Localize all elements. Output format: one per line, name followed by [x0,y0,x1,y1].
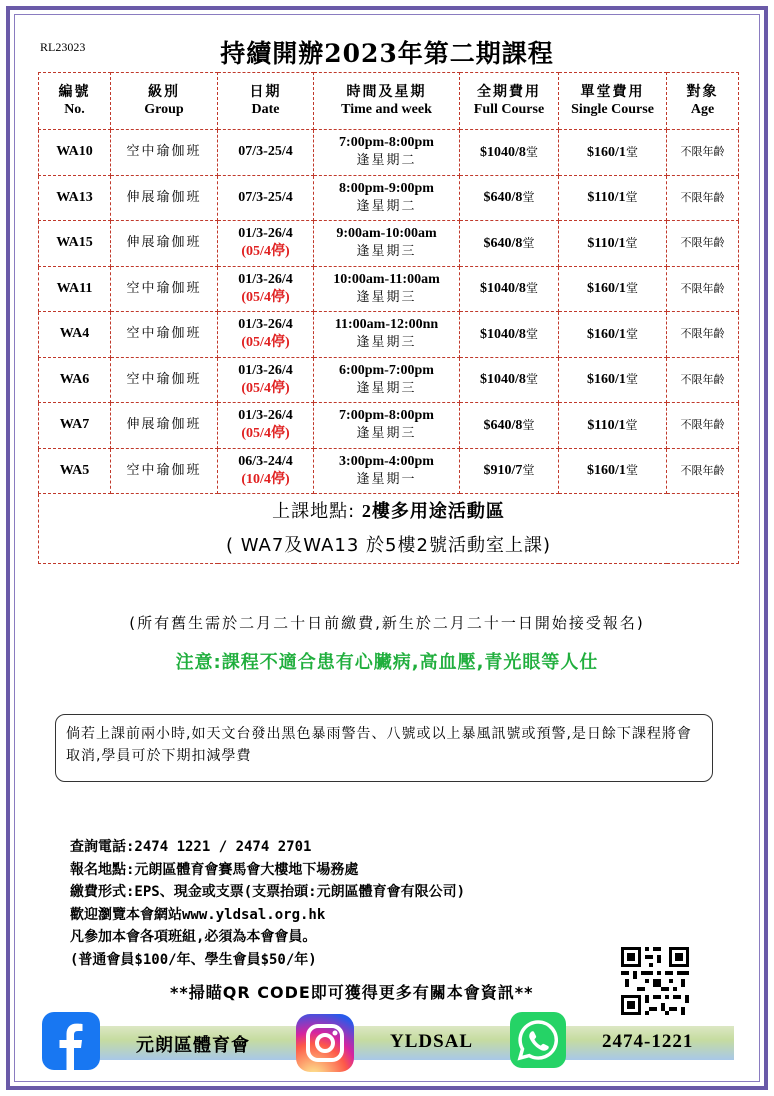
course-time: 3:00pm-4:00pm [339,453,434,469]
column-header-zh: 日期 [249,84,282,100]
table-row [39,266,739,312]
table-row [39,357,739,403]
single-course-fee: $110/1 [587,417,626,433]
course-weekday: 逢星期三 [356,335,417,351]
full-course-fee-cell [460,403,559,449]
table-row [39,448,739,494]
full-course-fee-unit: 堂 [525,326,538,341]
column-header [111,73,218,130]
course-date-cell [218,357,314,403]
single-course-fee-unit: 堂 [625,190,638,205]
course-time: 8:00pm-9:00pm [339,180,434,196]
course-date: 01/3-26/4 [238,317,293,333]
full-course-fee-cell [460,175,559,221]
course-number-cell: WA6 [39,357,111,403]
course-age-cell: 不限年齡 [667,130,739,176]
single-course-fee: $110/1 [587,235,626,251]
column-header [39,73,111,130]
course-time-cell [314,266,460,312]
column-header-zh: 級別 [148,84,180,100]
full-course-fee-unit: 堂 [522,190,535,205]
single-course-fee: $110/1 [587,190,626,206]
full-course-fee: $910/7 [483,463,523,479]
course-group-cell: 伸展瑜伽班 [111,221,218,267]
table-header-row [39,73,739,130]
course-date: 01/3-26/4 [238,362,293,378]
single-course-fee-unit: 堂 [625,144,638,159]
full-course-fee-unit: 堂 [525,144,538,159]
single-course-fee-cell [559,312,667,358]
course-time-cell [314,312,460,358]
full-course-fee-cell [460,312,559,358]
course-weekday: 逢星期二 [356,198,417,214]
course-number-cell: WA10 [39,130,111,176]
course-time-cell [314,357,460,403]
venue-main: 2樓多用途活動區 [361,501,505,521]
course-date: 01/3-26/4 [238,271,293,287]
course-date-cell [218,175,314,221]
venue-prefix: 上課地點: [272,501,362,522]
course-weekday: 逢星期三 [356,426,417,442]
column-header-en: Group [144,102,184,117]
column-header-en: Full Course [473,102,545,117]
course-time-cell [314,130,460,176]
full-course-fee-cell [460,266,559,312]
footer-org-name: 元朗區體育會 [136,1035,250,1056]
course-age-cell: 不限年齡 [667,266,739,312]
full-course-fee: $1040/8 [480,372,526,388]
course-weekday: 逢星期二 [356,153,417,169]
column-header-en: Age [690,102,715,117]
full-course-fee: $1040/8 [480,144,526,160]
course-group-cell: 空中瑜伽班 [111,357,218,403]
course-date-cell [218,448,314,494]
single-course-fee-cell [559,175,667,221]
course-weekday: 逢星期三 [356,244,417,260]
course-stop-date: (05/4停) [241,244,290,260]
course-number-cell: WA7 [39,403,111,449]
course-date: 07/3-25/4 [238,189,293,205]
course-age-cell: 不限年齡 [667,403,739,449]
course-stop-date: (05/4停) [241,380,290,396]
course-age-cell: 不限年齡 [667,221,739,267]
column-header [460,73,559,130]
column-header-zh: 對象 [686,84,719,100]
single-course-fee-unit: 堂 [625,281,638,296]
course-number-cell: WA5 [39,448,111,494]
column-header [667,73,739,130]
course-date-cell [218,312,314,358]
column-header-en: Time and week [341,102,432,117]
venue-cell [39,494,739,564]
course-time-cell [314,175,460,221]
course-time-cell [314,403,460,449]
instagram-icon[interactable] [296,1014,354,1072]
course-age-cell: 不限年齡 [667,357,739,403]
single-course-fee-cell [559,266,667,312]
full-course-fee-unit: 堂 [522,417,535,432]
single-course-fee: $160/1 [587,372,626,388]
info-line-website: 歡迎瀏覽本會網站www.yldsal.org.hk [70,906,326,923]
column-header [559,73,667,130]
course-group-cell: 空中瑜伽班 [111,448,218,494]
full-course-fee-cell [460,221,559,267]
single-course-fee-cell [559,221,667,267]
facebook-icon[interactable] [42,1012,100,1070]
course-stop-date: (05/4停) [241,426,290,442]
column-header-en: Date [251,102,280,117]
course-group-cell: 空中瑜伽班 [111,312,218,358]
venue-note: ( WA7及WA13 於5樓2號活動室上課) [225,535,551,556]
info-line-location: 報名地點:元朗區體育會賽馬會大樓地下場務處 [70,861,359,878]
table-row [39,312,739,358]
course-weekday: 逢星期三 [356,289,417,305]
footer-phone: 2474-1221 [602,1031,694,1052]
footer-handle: YLDSAL [390,1031,474,1052]
course-time: 7:00pm-8:00pm [339,408,434,424]
course-stop-date: (05/4停) [241,289,290,305]
course-age-cell: 不限年齡 [667,175,739,221]
course-group-cell: 伸展瑜伽班 [111,403,218,449]
single-course-fee: $160/1 [587,144,626,160]
course-date-cell [218,221,314,267]
course-time-cell [314,448,460,494]
course-time: 9:00am-10:00am [336,226,437,242]
info-line-phone: 查詢電話:2474 1221 / 2474 2701 [70,839,312,855]
course-time: 11:00am-12:00nn [334,317,439,333]
full-course-fee-unit: 堂 [522,235,535,250]
column-header-en: No. [64,102,85,117]
course-date: 06/3-24/4 [238,453,293,469]
full-course-fee: $640/8 [483,190,523,206]
table-row [39,130,739,176]
full-course-fee: $1040/8 [480,326,526,342]
column-header-en: Single Course [571,102,654,117]
course-number-cell: WA13 [39,175,111,221]
column-header-zh: 全期費用 [477,84,541,100]
course-number-cell: WA4 [39,312,111,358]
health-warning: 注意:課程不適合患有心臟病,高血壓,青光眼等人仕 [175,652,599,673]
weather-notice-box: 倘若上課前兩小時,如天文台發出黑色暴雨警告、八號或以上暴風訊號或預警,是日餘下課程將會取消,學員可於下期扣減學費 [55,714,713,782]
course-group-cell: 空中瑜伽班 [111,266,218,312]
single-course-fee-unit: 堂 [625,372,638,387]
course-group-cell: 空中瑜伽班 [111,130,218,176]
full-course-fee: $640/8 [483,235,523,251]
info-line-payment: 繳費形式:EPS、現金或支票(支票抬頭:元朗區體育會有限公司) [70,884,465,900]
full-course-fee-cell [460,130,559,176]
single-course-fee: $160/1 [587,326,626,342]
single-course-fee-unit: 堂 [625,326,638,341]
column-header-zh: 單堂費用 [580,84,645,100]
column-header-zh: 編號 [58,84,91,100]
course-number-cell: WA11 [39,266,111,312]
enrollment-notice: (所有舊生需於二月二十日前繳費,新生於二月二十一日開始接受報名) [129,614,645,632]
course-weekday: 逢星期一 [356,471,417,487]
course-stop-date: (05/4停) [241,335,290,351]
contact-info [70,836,465,971]
single-course-fee-cell [559,130,667,176]
page-title: 持續開辦2023年第二期課程 [220,39,554,68]
column-header [218,73,314,130]
course-time: 6:00pm-7:00pm [339,362,434,378]
course-time-cell [314,221,460,267]
course-weekday: 逢星期三 [356,380,417,396]
venue-row [39,494,739,564]
course-date: 01/3-26/4 [238,226,293,242]
info-line-membership-fee: (普通會員$100/年、學生會員$50/年) [70,951,317,968]
single-course-fee-unit: 堂 [625,417,638,432]
qr-code [619,945,691,1017]
course-stop-date: (10/4停) [241,471,290,487]
course-date-cell [218,130,314,176]
course-group-cell: 伸展瑜伽班 [111,175,218,221]
table-row [39,221,739,267]
course-time: 10:00am-11:00am [333,271,440,287]
course-date-cell [218,403,314,449]
column-header-zh: 時間及星期 [346,84,427,100]
full-course-fee-unit: 堂 [525,372,538,387]
full-course-fee: $1040/8 [480,281,526,297]
full-course-fee-unit: 堂 [525,281,538,296]
single-course-fee-cell [559,448,667,494]
document-code: RL23023 [40,40,86,54]
course-schedule-table [38,72,739,564]
course-age-cell: 不限年齡 [667,312,739,358]
column-header [314,73,460,130]
single-course-fee: $160/1 [587,281,626,297]
whatsapp-icon[interactable] [510,1012,566,1068]
course-time: 7:00pm-8:00pm [339,135,434,151]
single-course-fee-unit: 堂 [625,235,638,250]
table-row [39,403,739,449]
venue-line [41,494,736,529]
course-age-cell: 不限年齡 [667,448,739,494]
single-course-fee-cell [559,357,667,403]
full-course-fee-cell [460,357,559,403]
course-date-cell [218,266,314,312]
info-line-membership: 凡參加本會各項班組,必須為本會會員。 [70,929,317,945]
course-date: 07/3-25/4 [238,144,293,160]
single-course-fee-unit: 堂 [625,463,638,478]
course-date: 01/3-26/4 [238,408,293,424]
single-course-fee-cell [559,403,667,449]
full-course-fee: $640/8 [483,417,523,433]
qr-note: **掃瞄QR CODE即可獲得更多有關本會資訊** [170,983,534,1002]
table-row [39,175,739,221]
course-number-cell: WA15 [39,221,111,267]
full-course-fee-unit: 堂 [522,463,535,478]
single-course-fee: $160/1 [587,463,626,479]
full-course-fee-cell [460,448,559,494]
